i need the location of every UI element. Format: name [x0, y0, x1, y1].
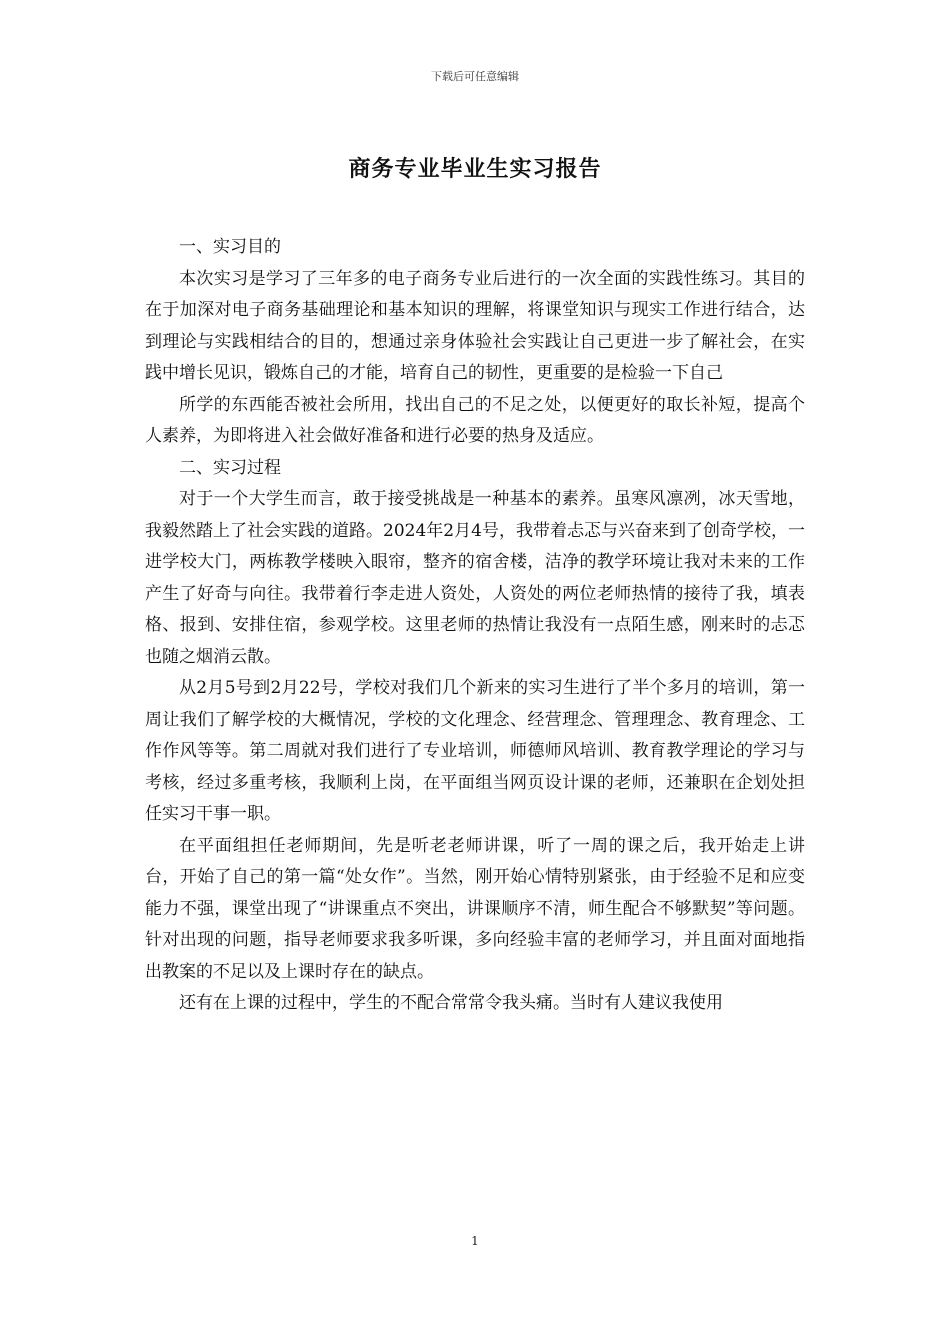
page-number: 1 [471, 1234, 479, 1248]
document-title: 商务专业毕业生实习报告 [348, 157, 602, 182]
paragraph: 还有在上课的过程中，学生的不配合常常令我头痛。当时有人建议我使用 [179, 993, 723, 1013]
section-heading-purpose: 一、实习目的 [179, 237, 281, 257]
paragraph: 所学的东西能否被社会所用，找出自己的不足之处，以便更好的取长补短，提高个人素养，为即将进入社会做好准备和进行必要的热身及适应。 [145, 394, 805, 446]
paragraph: 对于一个大学生而言，敢于接受挑战是一种基本的素养。虽寒风凛冽，冰天雪地，我毅然踏上了社会实践的道路。2024年2月4号，我带着忐忑与兴奋来到了创奇学校，一进学校大门，两栋教学楼映入眼帘，整齐的宿舍楼，洁净的教学环境让我对未来的工作产生了好奇与向往。我带着行李走进人资处，人资处的两位老师热情的接待了我，填表格、报到、安排住宿，参观学校。这里老师的热情让我没有一点陌生感，刚来时的忐忑也随之烟消云散。 [145, 489, 805, 667]
document-body [145, 232, 805, 1020]
header-note: 下载后可任意编辑 [431, 70, 519, 83]
section-heading-process: 二、实习过程 [179, 457, 281, 478]
paragraph: 本次实习是学习了三年多的电子商务专业后进行的一次全面的实践性练习。其目的在于加深对电子商务基础理论和基本知识的理解，将课堂知识与现实工作进行结合，达到理论与实践相结合的目的，想通过亲身体验社会实践让自己更进一步了解社会，在实践中增长见识，锻炼自己的才能，培育自己的韧性，更重要的是检验一下自己 [145, 268, 805, 383]
paragraph: 在平面组担任老师期间，先是听老老师讲课，听了一周的课之后，我开始走上讲台，开始了自己的第一篇“处女作”。当然，刚开始心情特别紧张，由于经验不足和应变能力不强，课堂出现了“讲课重点不突出，讲课顺序不清，师生配合不够默契”等问题。针对出现的问题，指导老师要求我多听课，多向经验丰富的老师学习，并且面对面地指出教案的不足以及上课时存在的缺点。 [145, 835, 805, 982]
paragraph: 从2月5号到2月22号，学校对我们几个新来的实习生进行了半个多月的培训，第一周让我们了解学校的大概情况，学校的文化理念、经营理念、管理理念、教育理念、工作作风等等。第二周就对我们进行了专业培训，师德师风培训、教育教学理论的学习与考核，经过多重考核，我顺利上岗，在平面组当网页设计课的老师，还兼职在企划处担任实习干事一职。 [145, 678, 805, 824]
